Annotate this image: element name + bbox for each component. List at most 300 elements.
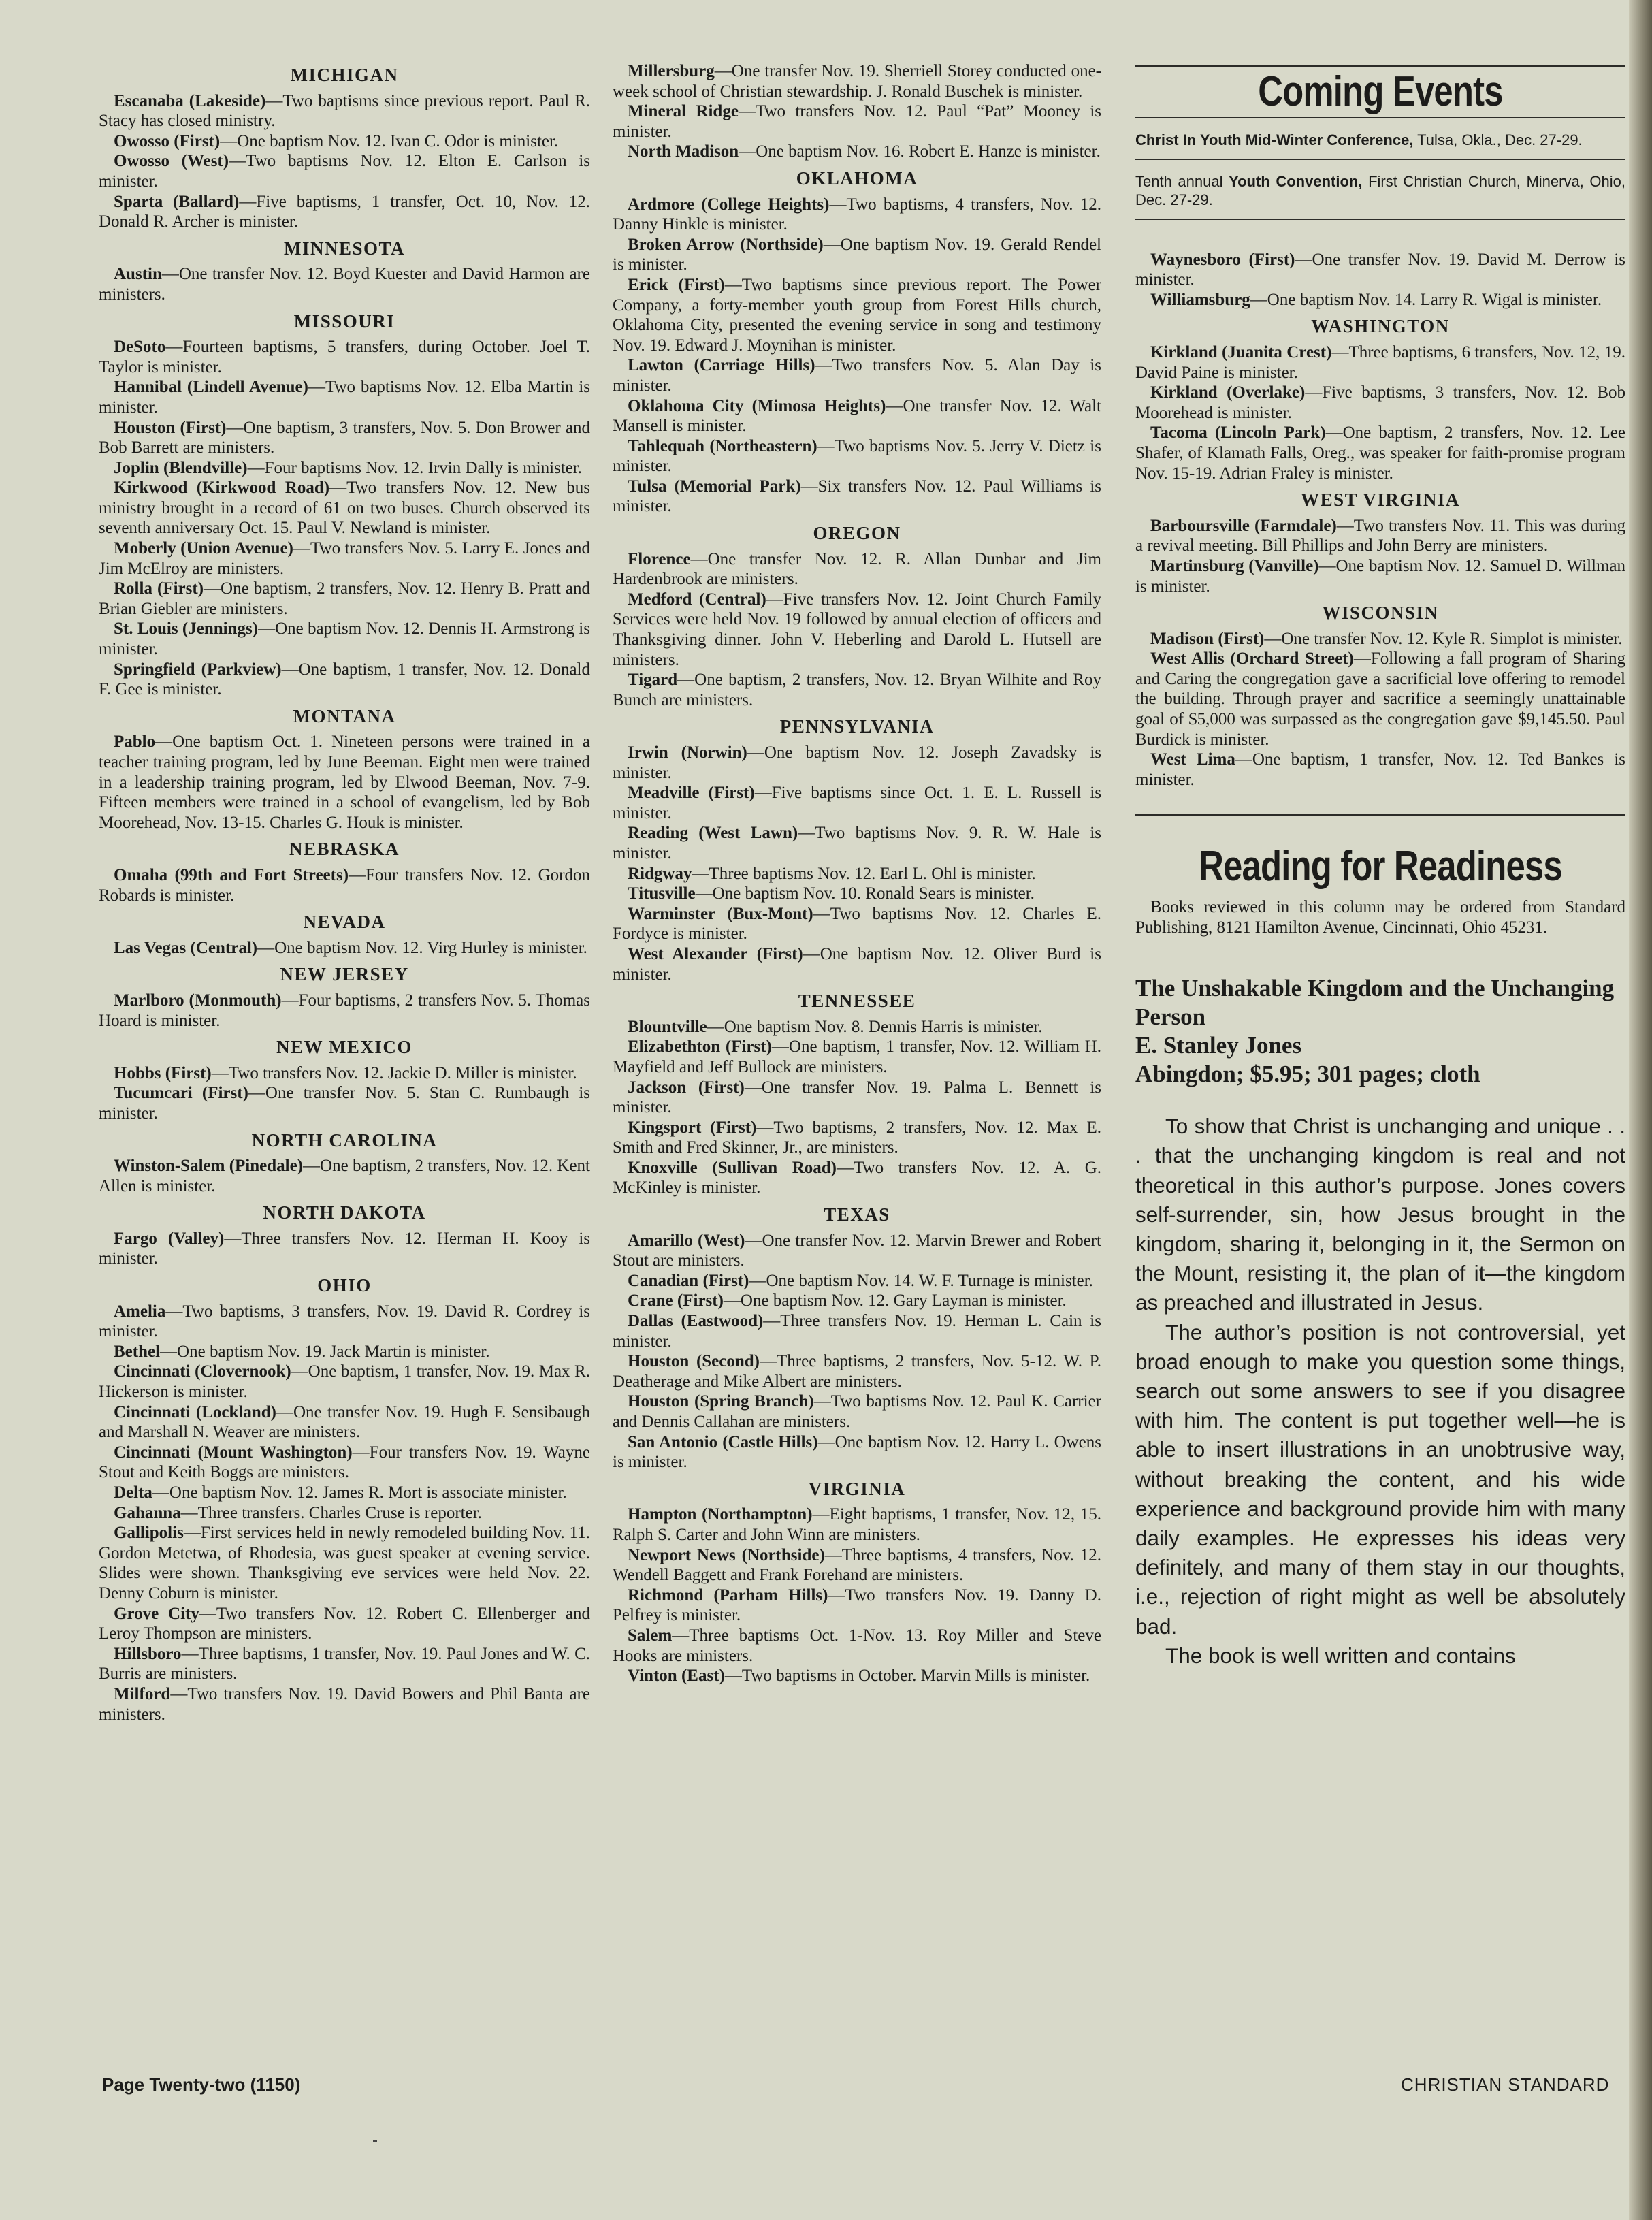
church-report: [99, 337, 590, 377]
em-dash: —: [220, 131, 238, 150]
church-report: [613, 783, 1101, 823]
church-name: Sparta (Ballard): [114, 192, 240, 211]
church-report: [99, 938, 590, 959]
church-report: [99, 991, 590, 1031]
church-report: [1135, 556, 1625, 596]
report-text: Four transfers Nov. 12. Gordon Robards is minister.: [99, 865, 590, 905]
church-report: [613, 864, 1101, 884]
church-name: Elizabethton (First): [628, 1037, 772, 1057]
church-report: [613, 275, 1101, 355]
em-dash: —: [771, 1037, 789, 1057]
review-paragraph: To show that Christ is unchanging and unique . . . that the unchanging kingdom is real and not theoretical in this author’s purpose. Jones covers self-surrender, sin, how Jesus brought in the kingdom, sharing it, belonging in it, the Sermon on the Mount, resisting it, the plan of it—the kingdom as preached and illustrated in Jesus.: [1135, 1114, 1625, 1315]
report-text: One transfer Nov. 19. Sherriell Storey conducted one-week school of Christian stewardship. J. Ronald Buschek is minister.: [613, 62, 1101, 101]
reading-intro: Books reviewed in this column may be ordered from Standard Publishing, 8121 Hamilton Avenue, Cincinnati, Ohio 45231.: [1135, 898, 1625, 937]
church-report: [613, 396, 1101, 436]
church-name: Mineral Ridge: [628, 102, 739, 121]
em-dash: —: [739, 142, 756, 161]
church-report: [613, 944, 1101, 984]
church-report: [1135, 649, 1625, 750]
report-text: One baptism, 2 transfers, Nov. 12. Kent Allen is minister.: [99, 1157, 590, 1195]
em-dash: —: [672, 1626, 690, 1645]
church-name: Moberly (Union Avenue): [114, 539, 293, 558]
report-text: One baptism Nov. 8. Dennis Harris is minister.: [724, 1017, 1043, 1036]
rule: [1135, 117, 1625, 118]
em-dash: —: [265, 91, 283, 110]
church-name: Millersburg: [628, 62, 715, 80]
em-dash: —: [815, 356, 832, 375]
em-dash: —: [1325, 423, 1343, 443]
church-name: Crane (First): [628, 1291, 724, 1310]
church-name: Gallipolis: [114, 1524, 184, 1543]
report-text: Two transfers Nov. 19. Danny D. Pelfrey is minister.: [613, 1586, 1101, 1625]
state-heading: NEW MEXICO: [276, 1037, 412, 1058]
state-heading: MONTANA: [293, 705, 396, 726]
state-heading: OREGON: [813, 523, 901, 544]
report-text: One baptism Nov. 14. Larry R. Wigal is minister.: [1267, 290, 1602, 309]
state-heading: MICHIGAN: [290, 65, 399, 85]
report-text: Five baptisms, 1 transfer, Oct. 10, Nov. 12. Donald R. Archer is minister.: [99, 192, 590, 231]
em-dash: —: [817, 1432, 835, 1451]
church-name: West Allis (Orchard Street): [1150, 649, 1354, 669]
church-name: Cincinnati (Clovernook): [114, 1362, 291, 1381]
report-text: One baptism, 2 transfers, Nov. 12. Lee Shafer, of Klamath Falls, Oreg., was speaker for faith-promise program Nov. 15-19. Adrian Fraley is minister.: [1135, 423, 1625, 483]
church-name: Blountville: [628, 1017, 707, 1036]
report-text: Two baptisms Nov. 12. Elba Martin is minister.: [99, 378, 590, 417]
report-text: Two transfers Nov. 12. Robert C. Ellenberger and Leroy Thompson are ministers.: [99, 1604, 591, 1643]
church-name: Austin: [114, 265, 162, 284]
church-name: San Antonio (Castle Hills): [628, 1432, 818, 1451]
church-name: Erick (First): [628, 275, 725, 294]
report-text: Five baptisms, 3 transfers, Nov. 12. Bob Moorehead is minister.: [1135, 383, 1625, 422]
em-dash: —: [803, 944, 820, 963]
church-report: [99, 1342, 590, 1362]
report-text: Two baptisms Nov. 12. Elton E. Carlson is minister.: [99, 152, 590, 191]
church-report: [1135, 629, 1625, 649]
em-dash: —: [714, 62, 732, 80]
church-report: [99, 377, 590, 417]
church-report: [613, 1231, 1101, 1271]
em-dash: —: [724, 275, 742, 294]
church-report: [613, 1432, 1101, 1473]
church-name: Medford (Central): [628, 590, 766, 609]
rule: [1135, 814, 1625, 816]
church-name: Tulsa (Memorial Park): [628, 477, 801, 496]
em-dash: —: [724, 1667, 742, 1686]
report-text: One baptism Nov. 12. Harry L. Owens is minister.: [613, 1432, 1102, 1472]
em-dash: —: [817, 436, 835, 455]
church-report: [99, 458, 590, 479]
report-text: One baptism, 1 transfer, Nov. 12. William H. Mayfield and Jeff Bullock are ministers.: [613, 1037, 1101, 1076]
church-name: Kirkland (Juanita Crest): [1150, 342, 1332, 361]
report-text: One baptism, 1 transfer, Nov. 19. Max R. Hickerson is minister.: [99, 1362, 590, 1402]
em-dash: —: [165, 338, 183, 357]
em-dash: —: [329, 479, 347, 498]
church-name: Salem: [628, 1626, 673, 1645]
church-name: Escanaba (Lakeside): [114, 91, 266, 110]
report-text: Two baptisms, 4 transfers, Nov. 12. Danny Hinkle is minister.: [613, 195, 1101, 234]
em-dash: —: [1318, 556, 1336, 575]
em-dash: —: [766, 590, 783, 609]
church-report: [1135, 750, 1625, 790]
em-dash: —: [276, 1402, 293, 1421]
church-report: [99, 1402, 590, 1443]
state-heading: MINNESOTA: [283, 238, 406, 259]
em-dash: —: [812, 1505, 830, 1524]
church-name: Ridgway: [628, 864, 692, 883]
em-dash: —: [303, 1157, 321, 1176]
page-edge: [1629, 0, 1652, 2220]
report-text: One baptism Nov. 12. Joseph Zavadsky is minister.: [613, 743, 1102, 782]
church-report: [99, 732, 590, 833]
em-dash: —: [823, 235, 841, 254]
em-dash: —: [677, 671, 695, 690]
review-paragraph: The author’s position is not controversial, yet broad enough to make you question some things, search out some answers to see if you disagree with him. The content is put together well—he is able to insert illustrations in an unobtrusive way, without breaking the content, and his wide experience and background provide him with many daily examples. He expresses his ideas very definitely, and many of them stay in our thoughts, i.e., rejection of right might as well be absolutely bad.: [1135, 1319, 1625, 1639]
church-name: Hampton (Northampton): [628, 1505, 813, 1524]
news-column-2: [613, 61, 1101, 1686]
em-dash: —: [824, 1545, 842, 1564]
church-name: Cincinnati (Mount Washington): [114, 1443, 353, 1462]
church-name: Omaha (99th and Fort Streets): [114, 865, 349, 884]
church-name: Kingsport (First): [628, 1118, 757, 1137]
church-name: Tahlequah (Northeastern): [628, 436, 817, 455]
em-dash: —: [181, 1644, 199, 1663]
church-report: [99, 1644, 590, 1684]
church-name: Meadville (First): [628, 784, 755, 803]
church-report: [1135, 342, 1625, 383]
em-dash: —: [281, 991, 299, 1010]
em-dash: —: [695, 884, 713, 903]
church-name: St. Louis (Jennings): [114, 620, 259, 639]
report-text: One baptism, 1 transfer, Nov. 12. Donald F. Gee is minister.: [99, 660, 590, 699]
church-report: [1135, 250, 1625, 290]
em-dash: —: [160, 1342, 178, 1361]
em-dash: —: [756, 1118, 774, 1137]
church-name: Grove City: [114, 1604, 199, 1623]
church-report: [99, 579, 590, 619]
church-report: [613, 904, 1101, 944]
church-name: Hannibal (Lindell Avenue): [114, 378, 308, 397]
em-dash: —: [745, 1231, 762, 1250]
em-dash: —: [349, 865, 366, 884]
report-text: Two baptisms Nov. 5. Jerry V. Dietz is minister.: [613, 436, 1101, 476]
report-text: Two transfers Nov. 11. This was during a revival meeting. Bill Phillips and John Berry are ministers.: [1135, 516, 1625, 556]
church-name: Marlboro (Monmouth): [114, 991, 282, 1010]
page-number: Page Twenty-two (1150): [102, 2074, 301, 2095]
church-name: Joplin (Blendville): [114, 458, 248, 477]
em-dash: —: [204, 579, 221, 598]
church-name: Lawton (Carriage Hills): [628, 356, 815, 375]
church-name: Knoxville (Sullivan Road): [628, 1158, 837, 1177]
church-name: Kirkland (Overlake): [1150, 383, 1306, 402]
em-dash: —: [258, 620, 276, 639]
rule: [1135, 65, 1625, 67]
report-text: Two baptisms, 2 transfers, Nov. 12. Max E. Smith and Fred Skinner, Jr., are ministers.: [613, 1118, 1101, 1157]
em-dash: —: [180, 1503, 198, 1522]
report-text: Four baptisms Nov. 12. Irvin Dally is minister.: [264, 458, 582, 477]
em-dash: —: [152, 1483, 169, 1502]
church-name: Dallas (Eastwood): [628, 1312, 764, 1331]
church-report: [99, 1156, 590, 1196]
report-text: One transfer Nov. 19. Palma L. Bennett is minister.: [613, 1078, 1101, 1117]
report-text: Six transfers Nov. 12. Paul Williams is minister.: [613, 477, 1101, 516]
report-text: One baptism Nov. 12. James R. Mort is associate minister.: [169, 1483, 567, 1502]
church-report: [613, 195, 1101, 235]
coming-events-box: [1135, 65, 1625, 220]
church-report: [1135, 290, 1625, 310]
state-heading: TEXAS: [824, 1204, 890, 1225]
church-name: Vinton (East): [628, 1667, 725, 1686]
em-dash: —: [692, 864, 709, 883]
report-text: One baptism Nov. 16. Robert E. Hanze is minister.: [756, 142, 1101, 161]
report-text: Two transfers Nov. 12. Paul “Pat” Mooney is minister.: [613, 102, 1101, 141]
church-name: Bethel: [114, 1342, 161, 1361]
book-title: The Unshakable Kingdom and the Unchanging Person: [1135, 975, 1615, 1031]
state-heading: NEW JERSEY: [280, 964, 409, 985]
state-heading: NEBRASKA: [289, 839, 400, 860]
em-dash: —: [1353, 649, 1371, 669]
church-report: [99, 1483, 590, 1503]
report-text: One transfer Nov. 12. Boyd Kuester and David Harmon are ministers.: [99, 265, 590, 304]
church-name: Martinsburg (Vanville): [1150, 556, 1319, 575]
church-report: [613, 355, 1101, 396]
church-report: [99, 264, 590, 304]
report-text: One baptism Nov. 14. W. F. Turnage is minister.: [766, 1271, 1093, 1290]
em-dash: —: [798, 824, 815, 843]
state-heading: NORTH CAROLINA: [251, 1129, 438, 1151]
state-heading: TENNESSEE: [798, 991, 916, 1012]
report-text: Following a fall program of Sharing and Caring the congregation gave a sacrificial love offering to remodel the building. Through prayer and sacrifice a seemingly unattainable goal of $5,000 was surpassed as the congregation gave $9,145.50. Paul Burdick is minister.: [1135, 649, 1625, 749]
report-text: Three baptisms, 6 transfers, Nov. 12, 19. David Paine is minister.: [1135, 342, 1625, 382]
state-heading: OHIO: [317, 1275, 372, 1296]
state-heading: MISSOURI: [293, 310, 395, 332]
report-text: One transfer Nov. 12. Walt Mansell is minister.: [613, 396, 1102, 436]
church-report: [613, 1037, 1101, 1077]
report-text: One transfer Nov. 12. R. Allan Dunbar and Jim Hardenbrook are ministers.: [613, 549, 1101, 589]
report-text: One baptism Nov. 12. Ivan C. Odor is minister.: [237, 131, 559, 150]
review-paragraph: The book is well written and contains: [1165, 1643, 1516, 1668]
church-report: [613, 1311, 1101, 1351]
report-text: One baptism Nov. 12. Samuel D. Willman is minister.: [1135, 556, 1626, 596]
church-report: [99, 1684, 590, 1724]
em-dash: —: [224, 1229, 242, 1248]
church-name: Kirkwood (Kirkwood Road): [114, 479, 330, 498]
state-heading: WASHINGTON: [1311, 316, 1450, 337]
em-dash: —: [257, 938, 275, 957]
church-name: Owosso (First): [114, 131, 221, 150]
church-report: [613, 1291, 1101, 1311]
report-text: Three transfers. Charles Cruse is reporter.: [197, 1503, 482, 1522]
church-report: [99, 660, 590, 700]
report-text: Four baptisms, 2 transfers Nov. 5. Thomas Hoard is minister.: [99, 991, 591, 1030]
report-text: Three baptisms, 4 transfers, Nov. 12. Wendell Baggett and Frank Forehand are ministers.: [613, 1545, 1101, 1585]
church-report: [613, 1351, 1101, 1391]
church-name: Houston (Spring Branch): [628, 1392, 814, 1411]
state-heading: WEST VIRGINIA: [1301, 489, 1460, 511]
reading-title: Reading for Readiness: [1199, 843, 1562, 890]
church-name: Tigard: [628, 671, 678, 690]
em-dash: —: [749, 1271, 766, 1290]
coming-events-title: Coming Events: [1258, 68, 1503, 115]
church-report: [99, 1229, 590, 1269]
em-dash: —: [813, 904, 830, 923]
church-name: Tucumcari (First): [114, 1084, 248, 1103]
em-dash: —: [1331, 342, 1349, 361]
church-report: [613, 142, 1101, 162]
report-text: One baptism Nov. 19. Jack Martin is minister.: [177, 1342, 490, 1361]
event-details: Tulsa, Okla., Dec. 27-29.: [1413, 131, 1583, 148]
church-name: Titusville: [628, 884, 696, 903]
church-name: Irwin (Norwin): [628, 743, 747, 762]
church-report: [99, 192, 590, 232]
em-dash: —: [1336, 516, 1354, 535]
em-dash: —: [829, 195, 847, 214]
rule: [1135, 159, 1625, 160]
report-text: One baptism, 1 transfer, Nov. 12. Ted Bankes is minister.: [1135, 750, 1625, 789]
report-text: Three baptisms, 2 transfers, Nov. 5-12. W. P. Deatherage and Mike Albert are ministers.: [613, 1352, 1101, 1391]
church-report: [613, 101, 1101, 142]
report-text: Two transfers Nov. 12. New bus ministry brought in a record of 61 on two buses. Church observed its seventh anniversary Oct. 15. Paul V. Newland is minister.: [99, 479, 591, 538]
church-report: [613, 823, 1101, 863]
state-heading: NORTH DAKOTA: [263, 1202, 426, 1223]
church-name: Rolla (First): [114, 579, 204, 598]
em-dash: —: [211, 1063, 229, 1082]
state-heading: NEVADA: [303, 912, 386, 933]
report-text: One baptism Nov. 12. Dennis H. Armstrong is minister.: [99, 620, 590, 659]
state-heading: WISCONSIN: [1322, 602, 1439, 624]
em-dash: —: [291, 1362, 308, 1381]
book-details: Abingdon; $5.95; 301 pages; cloth: [1135, 1061, 1480, 1088]
report-text: One transfer Nov. 19. David M. Derrow is minister.: [1135, 250, 1625, 289]
church-report: [99, 1443, 590, 1483]
report-text: Two baptisms Nov. 12. Charles E. Fordyce is minister.: [613, 904, 1101, 944]
em-dash: —: [170, 1684, 188, 1703]
event-item: [1135, 172, 1625, 209]
church-name: Amelia: [114, 1302, 166, 1321]
church-name: Waynesboro (First): [1150, 250, 1295, 269]
church-report: [1135, 383, 1625, 423]
em-dash: —: [308, 378, 325, 397]
report-text: Eight baptisms, 1 transfer, Nov. 12, 15. Ralph S. Carter and John Winn are ministers.: [613, 1505, 1101, 1544]
em-dash: —: [226, 418, 244, 437]
church-report: [613, 1626, 1101, 1666]
church-report: [99, 131, 590, 152]
church-report: [99, 1063, 590, 1084]
report-text: One transfer Nov. 12. Marvin Brewer and Robert Stout are ministers.: [613, 1231, 1102, 1270]
church-name: Hobbs (First): [114, 1063, 212, 1082]
em-dash: —: [723, 1291, 741, 1310]
em-dash: —: [281, 660, 299, 679]
report-text: Five baptisms since Oct. 1. E. L. Russell is minister.: [613, 784, 1101, 822]
church-report: [613, 743, 1101, 783]
report-text: One baptism Nov. 10. Ronald Sears is minister.: [712, 884, 1035, 903]
report-text: One baptism Nov. 19. Gerald Rendel is minister.: [613, 235, 1101, 274]
church-name: Las Vegas (Central): [114, 938, 258, 957]
news-column-3: [1135, 65, 1625, 1671]
em-dash: —: [293, 539, 310, 558]
em-dash: —: [165, 1302, 183, 1321]
report-text: Two baptisms Nov. 12. Paul K. Carrier and Dennis Callahan are ministers.: [613, 1392, 1101, 1431]
report-text: Two baptisms since previous report. Paul R. Stacy has closed ministry.: [99, 91, 591, 131]
church-name: Winston-Salem (Pinedale): [114, 1157, 304, 1176]
em-dash: —: [247, 458, 265, 477]
report-text: Four transfers Nov. 19. Wayne Stout and Keith Boggs are ministers.: [99, 1443, 590, 1482]
em-dash: —: [763, 1312, 781, 1331]
em-dash: —: [199, 1604, 216, 1623]
church-report: [613, 436, 1101, 477]
church-name: West Alexander (First): [628, 944, 803, 963]
church-name: Barboursville (Farmdale): [1150, 516, 1337, 535]
book-author: E. Stanley Jones: [1135, 1032, 1302, 1059]
church-name: DeSoto: [114, 338, 166, 357]
church-report: [613, 1118, 1101, 1158]
church-report: [99, 1503, 590, 1524]
report-text: Three transfers Nov. 12. Herman H. Kooy is minister.: [99, 1229, 591, 1268]
em-dash: —: [744, 1078, 762, 1097]
news-continued: [1135, 250, 1625, 790]
em-dash: —: [229, 152, 246, 171]
ink-mark: [373, 2140, 377, 2142]
church-report: [99, 1523, 590, 1603]
em-dash: —: [690, 549, 708, 568]
state-heading: PENNSYLVANIA: [779, 716, 935, 737]
church-report: [99, 619, 590, 659]
report-text: One transfer Nov. 5. Stan C. Rumbaugh is minister.: [99, 1084, 591, 1123]
em-dash: —: [1295, 250, 1312, 269]
church-report: [613, 670, 1101, 710]
report-text: Two transfers Nov. 5. Larry E. Jones and Jim McElroy are ministers.: [99, 539, 590, 578]
em-dash: —: [886, 396, 903, 415]
report-text: One baptism, 2 transfers, Nov. 12. Bryan Wilhite and Roy Bunch are ministers.: [613, 671, 1101, 709]
report-text: Two transfers Nov. 12. A. G. McKinley is minister.: [613, 1158, 1101, 1197]
church-report: [613, 1391, 1101, 1432]
state-heading: OKLAHOMA: [796, 167, 918, 189]
em-dash: —: [760, 1352, 777, 1371]
em-dash: —: [161, 265, 179, 284]
church-name: Jackson (First): [628, 1078, 745, 1097]
report-text: Two transfers Nov. 12. Jackie D. Miller is minister.: [228, 1063, 577, 1082]
report-text: Two baptisms in October. Marvin Mills is minister.: [741, 1667, 1090, 1686]
report-text: Two baptisms, 3 transfers, Nov. 19. David R. Cordrey is minister.: [99, 1302, 590, 1341]
church-name: Hillsboro: [114, 1644, 182, 1663]
church-report: [99, 538, 590, 579]
event-item: [1135, 131, 1625, 149]
em-dash: —: [738, 102, 756, 121]
church-report: [99, 478, 590, 538]
church-report: [99, 1362, 590, 1402]
state-heading: VIRGINIA: [808, 1478, 906, 1499]
church-report: [99, 418, 590, 458]
report-text: One transfer Nov. 19. Hugh F. Sensibaugh and Marshall N. Weaver are ministers.: [99, 1402, 590, 1442]
church-report: [613, 235, 1101, 275]
church-name: Houston (First): [114, 418, 227, 437]
em-dash: —: [813, 1392, 831, 1411]
report-text: Fourteen baptisms, 5 transfers, during October. Joel T. Taylor is minister.: [99, 338, 590, 376]
report-text: One baptism Nov. 12. Virg Hurley is minister.: [274, 938, 587, 957]
em-dash: —: [1250, 290, 1267, 309]
report-text: One baptism Oct. 1. Nineteen persons were trained in a teacher training program, led by June Beeman. Eight men were trained in a leadership training program, led by Elwood Beeman, Nov. 7-9. Fifteen members were trained in a school of evangelism, led by Bob Moorehead, Nov. 13-15. Charles G. Houk is minister.: [99, 733, 590, 832]
event-name: Christ In Youth Mid-Winter Conference,: [1135, 131, 1414, 148]
report-text: One baptism, 3 transfers, Nov. 5. Don Brower and Bob Barrett are ministers.: [99, 418, 590, 457]
report-text: Three baptisms Oct. 1-Nov. 13. Roy Miller and Steve Hooks are ministers.: [613, 1626, 1101, 1665]
report-text: Two transfers Nov. 19. David Bowers and Phil Banta are ministers.: [99, 1684, 590, 1724]
church-name: Richmond (Parham Hills): [628, 1586, 828, 1605]
church-name: Gahanna: [114, 1503, 181, 1522]
church-name: Broken Arrow (Northside): [628, 235, 824, 254]
news-column-1: [99, 65, 590, 1724]
em-dash: —: [707, 1017, 724, 1036]
church-name: Amarillo (West): [628, 1231, 745, 1250]
em-dash: —: [352, 1443, 370, 1462]
